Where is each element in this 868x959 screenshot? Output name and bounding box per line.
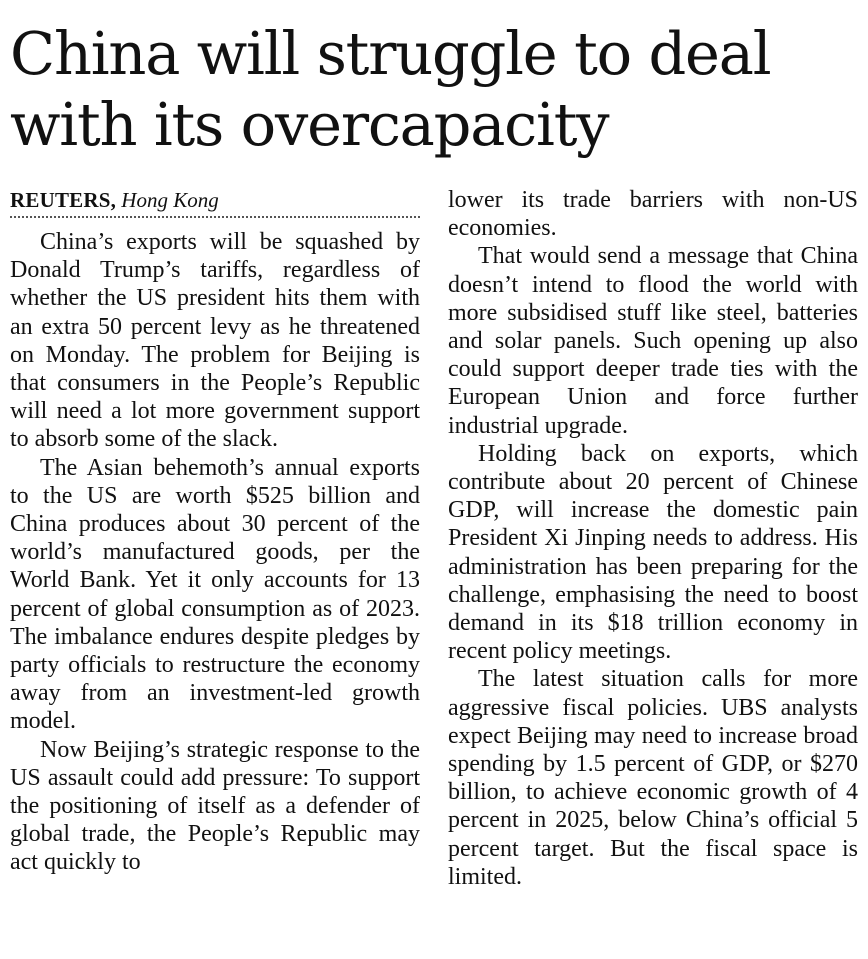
- paragraph: The latest situation calls for more aggressive fiscal policies. UBS analysts expect Beijing may need to increase broad spending by 1.5 percent of GDP, or $270 billion, to achieve economic growth of 4 percent in 2025, below China’s official 5 percent target. But the fiscal space is limited.: [448, 666, 858, 890]
- byline-location: Hong Kong: [121, 188, 219, 212]
- paragraph: The Asian behemoth’s annual exports to the US are worth $525 billion and China produces about 30 percent of the world’s manufactured goods, per the World Bank. Yet it only accounts for 13 percent of global consumption as of 2023. The imbalance endures despite pledges by party officials to restructure the economy away from an investment-led growth model.: [10, 454, 420, 735]
- article-column-right: [448, 186, 858, 891]
- paragraph-continued: lower its trade barriers with non-US economies.: [448, 187, 858, 242]
- paragraph: That would send a message that China doesn’t intend to flood the world with more subsidised stuff like steel, batteries and solar panels. Such opening up also could support deeper trade ties with the European Union and force further industrial upgrade.: [448, 243, 858, 439]
- paragraph: Now Beijing’s strategic response to the US assault could add pressure: To support the positioning of itself as a defender of global trade, the People’s Republic may act quickly to: [10, 736, 420, 876]
- byline: [10, 186, 420, 218]
- body-text-right: [448, 186, 858, 891]
- headline: China will struggle to deal with its overcapacity: [10, 19, 771, 159]
- article-column-left: [10, 186, 420, 877]
- paragraph: Holding back on exports, which contribute about 20 percent of Chinese GDP, will increase the domestic pain President Xi Jinping needs to address. His administration has been preparing for the challenge, emphasising the need to boost demand in its $18 trillion economy in recent policy meetings.: [448, 440, 858, 665]
- paragraph: China’s exports will be squashed by Donald Trump’s tariffs, regardless of whether the US president hits them with an extra 50 percent levy as he threatened on Monday. The problem for Beijing is that consumers in the People’s Republic will need a lot more government support to absorb some of the slack.: [10, 229, 420, 453]
- body-text-left: [10, 228, 420, 877]
- byline-agency: REUTERS,: [10, 188, 117, 212]
